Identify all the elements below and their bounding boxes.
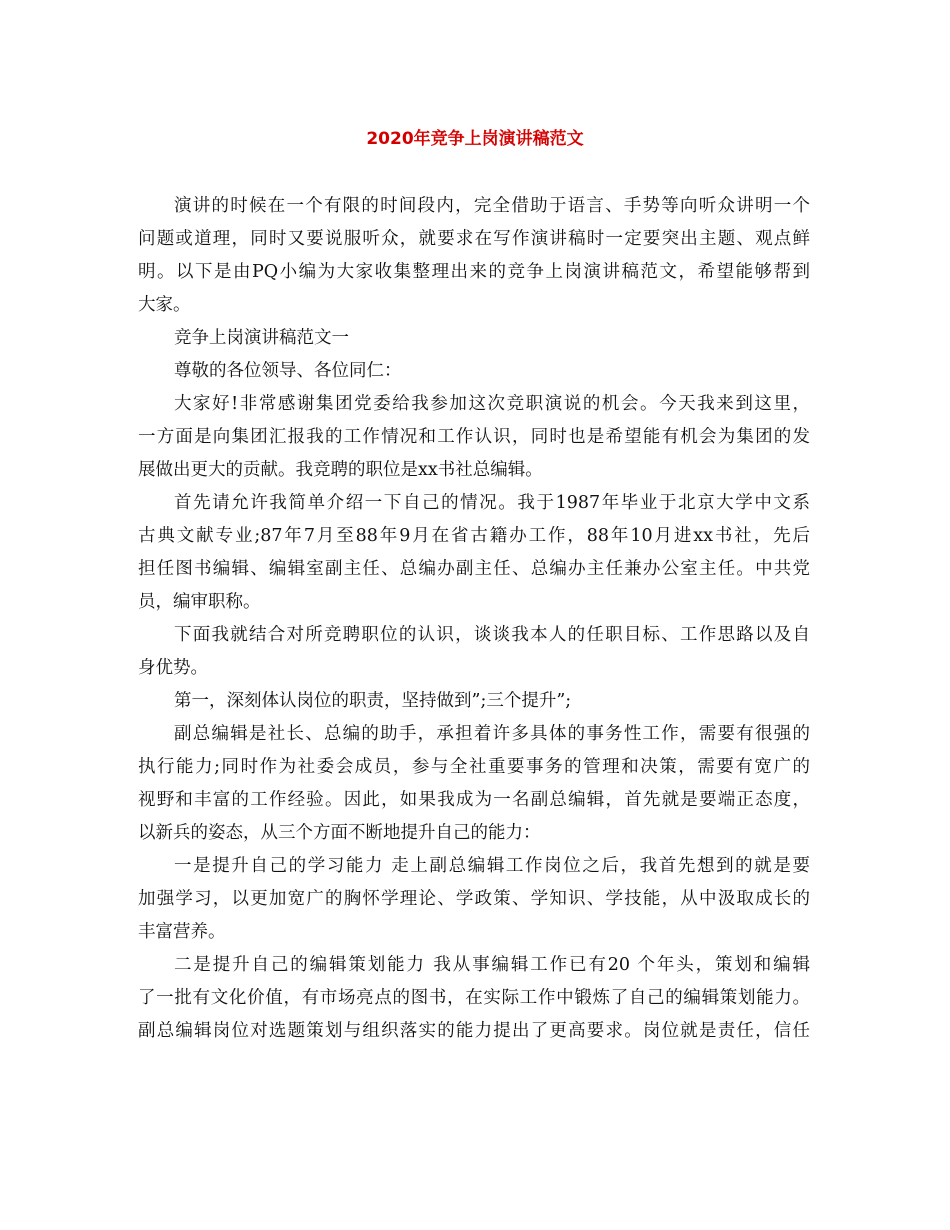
text-line: 担任图书编辑、编辑室副主任、总编办副主任、总编办主任兼办公室主任。中共党 [138,559,810,579]
document-body [138,190,810,1048]
text-line: 员，编审职称。 [138,592,261,612]
text-line: 大家。 [138,295,191,315]
text-line: 以新兵的姿态，从三个方面不断地提升自己的能力： [138,823,541,843]
text-line: 展做出更大的贡献。我竞聘的职位是xx书社总编辑。 [138,460,543,480]
text-line: 尊敬的各位领导、各位同仁： [174,361,402,381]
text-line: 一方面是向集团汇报我的工作情况和工作认识，同时也是希望能有机会为集团的发 [138,427,810,447]
text-line: 第一，深刻体认岗位的职责，坚持做到”;三个提升”; [174,691,572,711]
text-line: 视野和丰富的工作经验。因此，如果我成为一名副总编辑，首先就是要端正态度， [138,790,810,810]
text-line: 演讲的时候在一个有限的时间段内，完全借助于语言、手势等向听众讲明一个 [174,196,810,216]
text-line: 古典文献专业;87年7月至88年9月在省古籍办工作，88年10月进xx书社，先后 [138,526,810,546]
text-line: 二是提升自己的编辑策划能力 我从事编辑工作已有20 个年头，策划和编辑 [174,955,810,975]
document-title: 2020年竞争上岗演讲稿范文 [366,129,584,149]
text-line: 加强学习，以更加宽广的胸怀学理论、学政策、学知识、学技能，从中汲取成长的 [138,889,810,909]
text-line: 执行能力;同时作为社委会成员，参与全社重要事务的管理和决策，需要有宽广的 [138,757,810,777]
text-line: 一是提升自己的学习能力 走上副总编辑工作岗位之后，我首先想到的就是要 [174,856,810,876]
text-line: 大家好!非常感谢集团党委给我参加这次竞职演说的机会。今天我来到这里， [174,394,810,414]
text-line: 身优势。 [138,658,208,678]
text-line: 副总编辑是社长、总编的助手，承担着许多具体的事务性工作，需要有很强的 [174,724,810,744]
text-line: 了一批有文化价值，有市场亮点的图书，在实际工作中锻炼了自己的编辑策划能力。 [138,988,810,1008]
text-line: 首先请允许我简单介绍一下自己的情况。我于1987年毕业于北京大学中文系 [174,493,810,513]
text-line: 下面我就结合对所竞聘职位的认识，谈谈我本人的任职目标、工作思路以及自 [174,625,810,645]
text-line: 问题或道理，同时又要说服听众，就要求在写作演讲稿时一定要突出主题、观点鲜 [138,229,810,249]
text-line: 竞争上岗演讲稿范文一 [174,328,349,348]
text-line: 副总编辑岗位对选题策划与组织落实的能力提出了更高要求。岗位就是责任，信任 [138,1021,810,1041]
text-line: 明。以下是由PQ小编为大家收集整理出来的竞争上岗演讲稿范文，希望能够帮到 [138,262,810,282]
text-line: 丰富营养。 [138,922,226,942]
